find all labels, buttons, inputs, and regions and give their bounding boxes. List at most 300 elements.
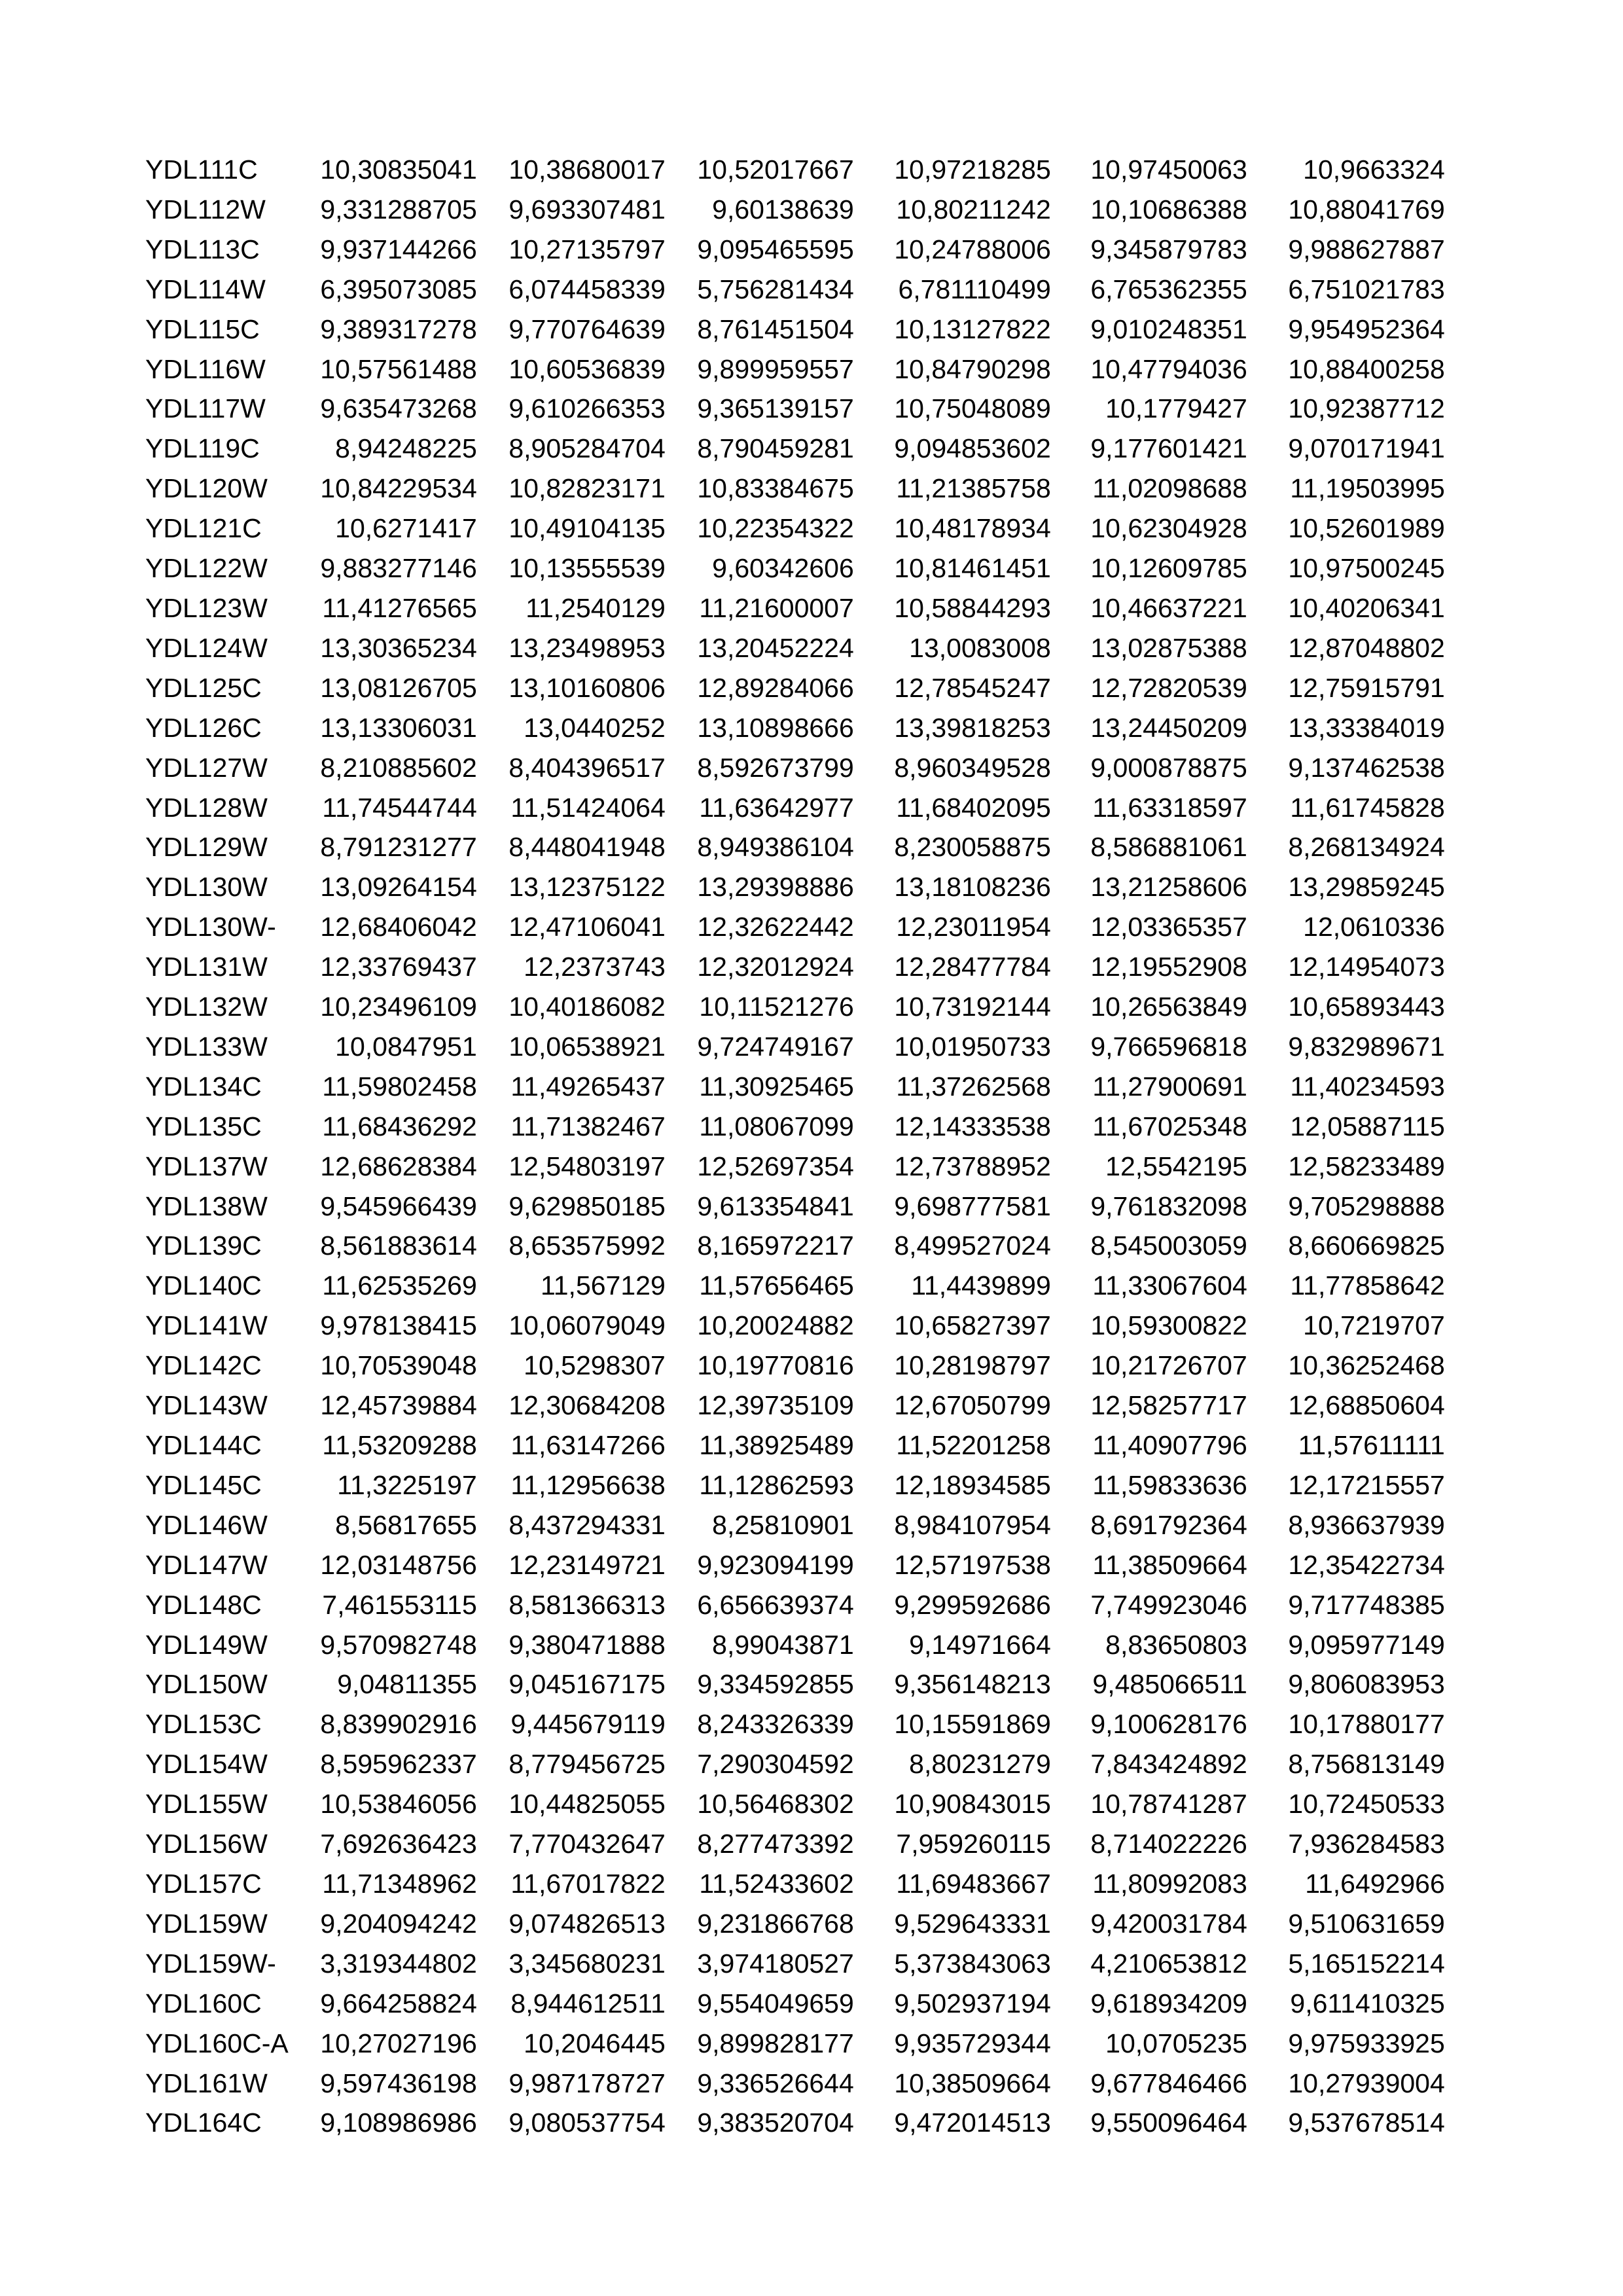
value-cell: 8,791231277: [320, 832, 477, 863]
gene-id-cell: YDL143W: [145, 1390, 268, 1421]
value-cell: 9,231866768: [697, 1908, 854, 1939]
table-row: [145, 1147, 1445, 1187]
gene-id-cell: YDL156W: [145, 1829, 268, 1859]
table-row: [145, 270, 1445, 310]
value-cell: 11,2540129: [526, 592, 666, 623]
value-cell: 12,57197538: [894, 1549, 1051, 1580]
value-cell: 11,51424064: [510, 792, 666, 823]
gene-id-cell: YDL150W: [145, 1669, 268, 1700]
value-cell: 9,045167175: [508, 1669, 666, 1700]
value-cell: 11,567129: [541, 1270, 666, 1301]
table-row: [145, 1067, 1445, 1107]
value-cell: 10,48178934: [894, 513, 1051, 544]
value-cell: 12,75915791: [1288, 672, 1445, 703]
value-cell: 9,445679119: [510, 1709, 666, 1740]
table-row: [145, 1585, 1445, 1625]
table-row: [145, 1744, 1445, 1784]
value-cell: 12,78545247: [894, 672, 1051, 703]
value-cell: 10,36252468: [1288, 1350, 1445, 1381]
value-cell: 11,57611111: [1298, 1430, 1445, 1460]
gene-id-cell: YDL142C: [145, 1350, 262, 1381]
value-cell: 9,978138415: [320, 1310, 477, 1341]
value-cell: 8,25810901: [712, 1509, 854, 1540]
value-cell: 12,03148756: [320, 1549, 477, 1580]
value-cell: 9,724749167: [697, 1031, 854, 1062]
value-cell: 13,29398886: [697, 872, 854, 903]
value-cell: 13,23498953: [508, 632, 666, 663]
value-cell: 9,883277146: [320, 553, 477, 584]
value-cell: 9,597436198: [320, 2068, 477, 2098]
value-cell: 5,373843063: [894, 1948, 1051, 1979]
table-row: [145, 509, 1445, 548]
value-cell: 8,268134924: [1288, 832, 1445, 863]
value-cell: 8,936637939: [1288, 1509, 1445, 1540]
value-cell: 10,84229534: [320, 473, 477, 504]
value-cell: 10,22354322: [697, 513, 854, 544]
value-cell: 11,63147266: [510, 1430, 666, 1460]
value-cell: 8,839902916: [320, 1709, 477, 1740]
table-row: [145, 1664, 1445, 1704]
value-cell: 9,60138639: [712, 194, 854, 224]
value-cell: 8,691792364: [1090, 1509, 1247, 1540]
value-cell: 7,959260115: [896, 1829, 1051, 1859]
value-cell: 11,59833636: [1092, 1469, 1247, 1500]
value-cell: 6,751021783: [1288, 274, 1445, 304]
value-cell: 12,73788952: [894, 1151, 1051, 1181]
table-row: [145, 1306, 1445, 1346]
value-cell: 13,12375122: [508, 872, 666, 903]
value-cell: 10,73192144: [894, 992, 1051, 1022]
value-cell: 9,705298888: [1288, 1191, 1445, 1221]
value-cell: 8,499527024: [894, 1230, 1051, 1261]
value-cell: 12,2373743: [524, 952, 666, 982]
value-cell: 9,095977149: [1288, 1629, 1445, 1660]
gene-id-cell: YDL135C: [145, 1111, 262, 1141]
value-cell: 10,10686388: [1090, 194, 1247, 224]
value-cell: 10,1779427: [1105, 393, 1247, 424]
value-cell: 11,40234593: [1290, 1071, 1445, 1102]
value-cell: 9,554049659: [697, 1988, 854, 2018]
value-cell: 9,770764639: [508, 314, 666, 344]
value-cell: 10,57561488: [320, 353, 477, 384]
gene-id-cell: YDL153C: [145, 1709, 262, 1740]
value-cell: 10,21726707: [1090, 1350, 1247, 1381]
value-cell: 7,843424892: [1090, 1749, 1247, 1780]
value-cell: 11,4439899: [911, 1270, 1051, 1301]
value-cell: 12,68628384: [320, 1151, 477, 1181]
value-cell: 9,074826513: [508, 1908, 666, 1939]
value-cell: 11,68402095: [896, 792, 1051, 823]
value-cell: 13,10898666: [697, 712, 854, 743]
gene-id-cell: YDL130W: [145, 872, 268, 903]
value-cell: 9,570982748: [320, 1629, 477, 1660]
value-cell: 9,545966439: [320, 1191, 477, 1221]
value-cell: 12,35422734: [1288, 1549, 1445, 1580]
value-cell: 9,010248351: [1090, 314, 1247, 344]
value-cell: 9,60342606: [712, 553, 854, 584]
gene-id-cell: YDL148C: [145, 1589, 262, 1620]
value-cell: 13,33384019: [1288, 712, 1445, 743]
value-cell: 3,345680231: [508, 1948, 666, 1979]
value-cell: 9,550096464: [1090, 2108, 1247, 2138]
gene-id-cell: YDL114W: [145, 274, 266, 304]
value-cell: 5,165152214: [1288, 1948, 1445, 1979]
value-cell: 13,24450209: [1090, 712, 1247, 743]
table-row: [145, 947, 1445, 987]
value-cell: 10,97218285: [894, 154, 1051, 185]
value-cell: 3,974180527: [697, 1948, 854, 1979]
gene-id-cell: YDL112W: [145, 194, 266, 224]
value-cell: 12,14954073: [1288, 952, 1445, 982]
value-cell: 9,610266353: [508, 393, 666, 424]
value-cell: 9,389317278: [320, 314, 477, 344]
value-cell: 11,21600007: [699, 592, 854, 623]
value-cell: 12,0610336: [1303, 912, 1445, 942]
value-cell: 8,653575992: [508, 1230, 666, 1261]
value-cell: 7,461553115: [322, 1589, 477, 1620]
value-cell: 12,39735109: [697, 1390, 854, 1421]
value-cell: 10,49104135: [508, 513, 666, 544]
gene-id-cell: YDL115C: [145, 314, 260, 344]
value-cell: 10,06538921: [508, 1031, 666, 1062]
value-cell: 12,67050799: [894, 1390, 1051, 1421]
value-cell: 7,749923046: [1090, 1589, 1247, 1620]
value-cell: 13,08126705: [320, 672, 477, 703]
value-cell: 9,693307481: [508, 194, 666, 224]
value-cell: 10,19770816: [697, 1350, 854, 1381]
value-cell: 11,30925465: [699, 1071, 854, 1102]
table-row: [145, 1824, 1445, 1864]
value-cell: 10,83384675: [697, 473, 854, 504]
gene-id-cell: YDL160C-A: [145, 2028, 289, 2058]
value-cell: 9,177601421: [1090, 433, 1247, 464]
value-cell: 13,02875388: [1090, 632, 1247, 663]
table-row: [145, 1027, 1445, 1067]
table-row: [145, 1545, 1445, 1585]
value-cell: 11,57656465: [699, 1270, 854, 1301]
value-cell: 10,20024882: [697, 1310, 854, 1341]
gene-id-cell: YDL154W: [145, 1749, 268, 1780]
value-cell: 8,660669825: [1288, 1230, 1445, 1261]
value-cell: 9,380471888: [508, 1629, 666, 1660]
gene-id-cell: YDL146W: [145, 1509, 268, 1540]
value-cell: 9,137462538: [1288, 752, 1445, 783]
gene-id-cell: YDL145C: [145, 1469, 262, 1500]
table-row: [145, 748, 1445, 788]
table-row: [145, 2103, 1445, 2143]
gene-id-cell: YDL124W: [145, 632, 268, 663]
value-cell: 8,210885602: [320, 752, 477, 783]
gene-id-cell: YDL159W-: [145, 1948, 276, 1979]
value-cell: 13,21258606: [1090, 872, 1247, 903]
gene-id-cell: YDL161W: [145, 2068, 268, 2098]
gene-id-cell: YDL164C: [145, 2108, 262, 2138]
value-cell: 9,336526644: [697, 2068, 854, 2098]
table-row: [145, 1107, 1445, 1147]
value-cell: 9,613354841: [697, 1191, 854, 1221]
gene-id-cell: YDL133W: [145, 1031, 268, 1062]
value-cell: 10,72450533: [1288, 1789, 1445, 1820]
value-cell: 9,806083953: [1288, 1669, 1445, 1700]
value-cell: 12,18934585: [894, 1469, 1051, 1500]
table-row: [145, 668, 1445, 708]
gene-id-cell: YDL137W: [145, 1151, 268, 1181]
value-cell: 10,40206341: [1288, 592, 1445, 623]
value-cell: 12,89284066: [697, 672, 854, 703]
value-cell: 6,656639374: [697, 1589, 854, 1620]
value-cell: 9,988627887: [1288, 234, 1445, 264]
value-cell: 10,97500245: [1288, 553, 1445, 584]
table-row: [145, 2064, 1445, 2104]
gene-id-cell: YDL130W-: [145, 912, 276, 942]
gene-id-cell: YDL123W: [145, 592, 268, 623]
gene-id-cell: YDL125C: [145, 672, 262, 703]
value-cell: 9,975933925: [1288, 2028, 1445, 2058]
value-cell: 8,80231279: [909, 1749, 1051, 1780]
value-cell: 10,23496109: [320, 992, 477, 1022]
table-row: [145, 310, 1445, 350]
value-cell: 10,88400258: [1288, 353, 1445, 384]
value-cell: 9,485066511: [1092, 1669, 1247, 1700]
gene-id-cell: YDL132W: [145, 992, 268, 1022]
value-cell: 7,692636423: [320, 1829, 477, 1859]
value-cell: 10,01950733: [894, 1031, 1051, 1062]
value-cell: 12,19552908: [1090, 952, 1247, 982]
table-row: [145, 1984, 1445, 2024]
value-cell: 10,53846056: [320, 1789, 477, 1820]
value-cell: 10,38680017: [508, 154, 666, 185]
value-cell: 12,58233489: [1288, 1151, 1445, 1181]
value-cell: 12,54803197: [508, 1151, 666, 1181]
value-cell: 12,23011954: [896, 912, 1051, 942]
table-row: [145, 987, 1445, 1027]
value-cell: 10,52601989: [1288, 513, 1445, 544]
value-cell: 13,20452224: [697, 632, 854, 663]
table-row: [145, 190, 1445, 230]
value-cell: 8,790459281: [697, 433, 854, 464]
value-cell: 12,32622442: [697, 912, 854, 942]
table-row: [145, 1704, 1445, 1744]
value-cell: 12,32012924: [697, 952, 854, 982]
value-cell: 9,832989671: [1288, 1031, 1445, 1062]
value-cell: 11,38509664: [1092, 1549, 1247, 1580]
value-cell: 8,83650803: [1105, 1629, 1247, 1660]
value-cell: 10,88041769: [1288, 194, 1445, 224]
value-cell: 10,06079049: [508, 1310, 666, 1341]
gene-id-cell: YDL117W: [145, 393, 266, 424]
value-cell: 8,949386104: [697, 832, 854, 863]
value-cell: 7,290304592: [697, 1749, 854, 1780]
table-row: [145, 628, 1445, 668]
value-cell: 12,52697354: [697, 1151, 854, 1181]
value-cell: 9,629850185: [508, 1191, 666, 1221]
value-cell: 8,779456725: [508, 1749, 666, 1780]
value-cell: 10,78741287: [1090, 1789, 1247, 1820]
value-cell: 9,937144266: [320, 234, 477, 264]
value-cell: 11,37262568: [896, 1071, 1051, 1102]
value-cell: 11,53209288: [322, 1430, 477, 1460]
value-cell: 8,165972217: [697, 1230, 854, 1261]
value-cell: 10,81461451: [894, 553, 1051, 584]
gene-id-cell: YDL129W: [145, 832, 268, 863]
value-cell: 10,65893443: [1288, 992, 1445, 1022]
value-cell: 12,17215557: [1288, 1469, 1445, 1500]
value-cell: 10,0847951: [335, 1031, 477, 1062]
table-row: [145, 1386, 1445, 1426]
value-cell: 8,99043871: [712, 1629, 854, 1660]
table-row: [145, 548, 1445, 588]
value-cell: 10,62304928: [1090, 513, 1247, 544]
value-cell: 9,987178727: [508, 2068, 666, 2098]
value-cell: 11,38925489: [699, 1430, 854, 1460]
value-cell: 8,243326339: [697, 1709, 854, 1740]
value-cell: 8,448041948: [508, 832, 666, 863]
value-cell: 12,58257717: [1090, 1390, 1247, 1421]
table-row: [145, 469, 1445, 509]
value-cell: 13,29859245: [1288, 872, 1445, 903]
gene-id-cell: YDL116W: [145, 353, 266, 384]
value-cell: 11,12862593: [699, 1469, 854, 1500]
value-cell: 11,08067099: [699, 1111, 854, 1141]
value-cell: 9,766596818: [1090, 1031, 1247, 1062]
value-cell: 11,33067604: [1092, 1270, 1247, 1301]
value-cell: 6,765362355: [1090, 274, 1247, 304]
table-row: [145, 1864, 1445, 1904]
gene-id-cell: YDL141W: [145, 1310, 268, 1341]
value-cell: 10,52017667: [697, 154, 854, 185]
value-cell: 9,100628176: [1090, 1709, 1247, 1740]
table-row: [145, 907, 1445, 947]
value-cell: 11,71348962: [322, 1868, 477, 1899]
value-cell: 10,24788006: [894, 234, 1051, 264]
value-cell: 9,698777581: [894, 1191, 1051, 1221]
table-row: [145, 1426, 1445, 1465]
value-cell: 7,770432647: [508, 1829, 666, 1859]
value-cell: 9,080537754: [508, 2108, 666, 2138]
value-cell: 9,611410325: [1290, 1988, 1445, 2018]
value-cell: 11,27900691: [1092, 1071, 1247, 1102]
gene-id-cell: YDL138W: [145, 1191, 268, 1221]
value-cell: 3,319344802: [320, 1948, 477, 1979]
value-cell: 9,954952364: [1288, 314, 1445, 344]
value-cell: 10,75048089: [894, 393, 1051, 424]
value-cell: 11,63642977: [699, 792, 854, 823]
value-cell: 11,61745828: [1290, 792, 1445, 823]
table-row: [145, 2024, 1445, 2064]
table-row: [145, 350, 1445, 389]
value-cell: 10,58844293: [894, 592, 1051, 623]
value-cell: 10,0705235: [1105, 2028, 1247, 2058]
value-cell: 10,11521276: [699, 992, 854, 1022]
value-cell: 10,13127822: [894, 314, 1051, 344]
value-cell: 10,46637221: [1090, 592, 1247, 623]
value-cell: 9,299592686: [894, 1589, 1051, 1620]
gene-id-cell: YDL144C: [145, 1430, 262, 1460]
value-cell: 10,17880177: [1288, 1709, 1445, 1740]
value-cell: 8,905284704: [508, 433, 666, 464]
value-cell: 11,21385758: [896, 473, 1051, 504]
value-cell: 12,68850604: [1288, 1390, 1445, 1421]
value-cell: 13,0083008: [909, 632, 1051, 663]
value-cell: 8,586881061: [1090, 832, 1247, 863]
table-row: [145, 1944, 1445, 1984]
value-cell: 12,45739884: [320, 1390, 477, 1421]
value-cell: 11,41276565: [322, 592, 477, 623]
value-cell: 11,68436292: [322, 1111, 477, 1141]
table-row: [145, 150, 1445, 190]
value-cell: 12,33769437: [320, 952, 477, 982]
value-cell: 9,717748385: [1288, 1589, 1445, 1620]
value-cell: 11,19503995: [1290, 473, 1445, 504]
value-cell: 8,984107954: [894, 1509, 1051, 1540]
gene-id-cell: YDL120W: [145, 473, 268, 504]
value-cell: 9,108986986: [320, 2108, 477, 2138]
value-cell: 9,000878875: [1090, 752, 1247, 783]
value-cell: 12,23149721: [508, 1549, 666, 1580]
value-cell: 6,074458339: [508, 274, 666, 304]
table-row: [145, 230, 1445, 270]
value-cell: 9,04811355: [337, 1669, 477, 1700]
value-cell: 10,28198797: [894, 1350, 1051, 1381]
value-cell: 9,365139157: [697, 393, 854, 424]
value-cell: 10,97450063: [1090, 154, 1247, 185]
value-cell: 12,87048802: [1288, 632, 1445, 663]
table-row: [145, 1505, 1445, 1545]
value-cell: 11,3225197: [337, 1469, 477, 1500]
value-cell: 9,529643331: [894, 1908, 1051, 1939]
value-cell: 9,899828177: [697, 2028, 854, 2058]
value-cell: 11,02098688: [1092, 473, 1247, 504]
value-cell: 12,14333538: [894, 1111, 1051, 1141]
value-cell: 4,210653812: [1090, 1948, 1247, 1979]
value-cell: 9,331288705: [320, 194, 477, 224]
value-cell: 10,90843015: [894, 1789, 1051, 1820]
value-cell: 12,72820539: [1090, 672, 1247, 703]
gene-id-cell: YDL121C: [145, 513, 262, 544]
value-cell: 11,80992083: [1092, 1868, 1247, 1899]
value-cell: 12,28477784: [894, 952, 1051, 982]
value-cell: 11,12956638: [510, 1469, 666, 1500]
table-row: [145, 1226, 1445, 1266]
table-row: [145, 708, 1445, 748]
gene-id-cell: YDL147W: [145, 1549, 268, 1580]
table-row: [145, 1465, 1445, 1505]
value-cell: 8,94248225: [335, 433, 477, 464]
value-cell: 8,595962337: [320, 1749, 477, 1780]
value-cell: 8,277473392: [697, 1829, 854, 1859]
value-cell: 10,27027196: [320, 2028, 477, 2058]
value-cell: 10,84790298: [894, 353, 1051, 384]
value-cell: 9,070171941: [1288, 433, 1445, 464]
value-cell: 10,70539048: [320, 1350, 477, 1381]
value-cell: 10,38509664: [894, 2068, 1051, 2098]
value-cell: 8,230058875: [894, 832, 1051, 863]
table-row: [145, 588, 1445, 628]
value-cell: 11,63318597: [1092, 792, 1247, 823]
value-cell: 10,47794036: [1090, 353, 1247, 384]
value-cell: 10,2046445: [524, 2028, 666, 2058]
value-cell: 9,383520704: [697, 2108, 854, 2138]
value-cell: 11,62535269: [322, 1270, 477, 1301]
value-cell: 9,502937194: [894, 1988, 1051, 2018]
value-cell: 10,15591869: [894, 1709, 1051, 1740]
value-cell: 11,74544744: [322, 792, 477, 823]
value-cell: 8,545003059: [1090, 1230, 1247, 1261]
value-cell: 11,52201258: [896, 1430, 1051, 1460]
value-cell: 10,44825055: [508, 1789, 666, 1820]
value-cell: 6,395073085: [320, 274, 477, 304]
value-cell: 10,27939004: [1288, 2068, 1445, 2098]
